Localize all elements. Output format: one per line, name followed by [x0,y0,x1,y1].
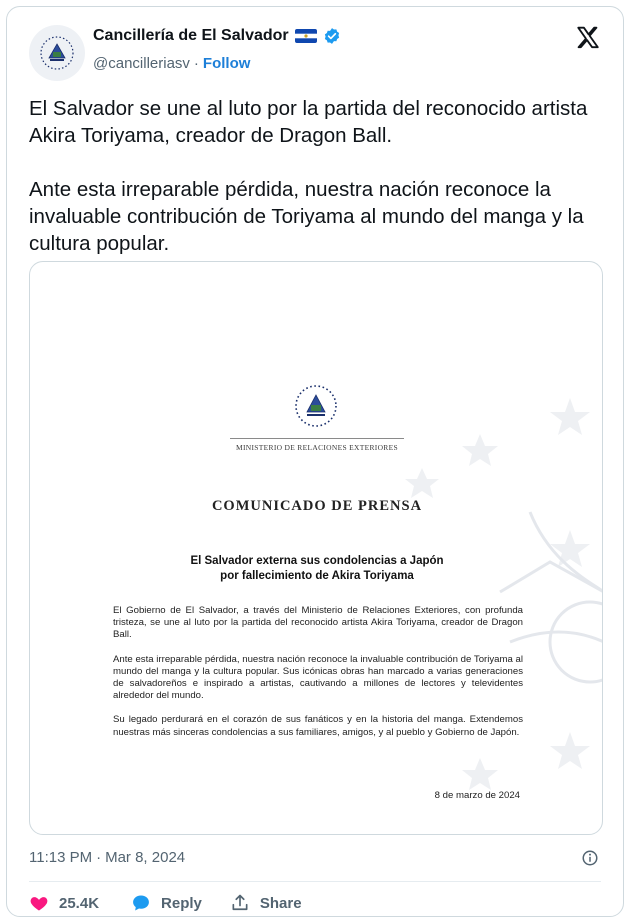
profile-avatar[interactable] [29,25,85,81]
reply-label: Reply [161,894,202,912]
handle-separator: · [193,55,199,72]
reply-button[interactable] [131,893,202,913]
x-logo-icon[interactable] [575,25,601,51]
tweet-paragraph: Ante esta irreparable pérdida, nuestra nación reconoce la invaluable contribución de Toriyama al mundo del manga y la cultura popular. [29,178,584,255]
press-release-image[interactable] [29,261,603,835]
footer-divider [29,881,601,882]
press-release-body [113,605,523,739]
press-release-title-line: El Salvador externa sus condolencias a Japón [190,555,444,567]
tweet-time: 11:13 PM [29,849,93,866]
press-release-paragraph: El Gobierno de El Salvador, a través del Ministerio de Relaciones Exteriores, con profunda tristeza, se une al luto por la partida del reconocido artista Akira Toriyama, creador de Dragon Ball. [113,605,523,641]
display-name[interactable]: Cancillería de El Salvador [93,27,289,44]
tweet-text [29,95,609,257]
press-release-date: 8 de marzo de 2024 [434,790,520,801]
timestamp-separator: · [96,849,102,866]
press-release-paragraph: Ante esta irreparable pérdida, nuestra nación reconoce la invaluable contribución de Toriyama al mundo del manga y la cultura popular. Sus icónicas obras han marcado a varias generaciones de salvadoreños e inspirado a artistas, cautivando a millones de lectores y televidentes alrededor del mundo. [113,653,523,702]
el-salvador-flag-icon [295,29,317,43]
ministry-name: MINISTERIO DE RELACIONES EXTERIORES [236,443,398,452]
reply-bubble-icon [131,893,151,913]
heart-icon [29,893,49,913]
handle-row [93,55,250,72]
salvador-coat-of-arms-icon [37,33,77,73]
name-row [93,27,341,45]
like-button[interactable] [29,893,99,913]
tweet-paragraph: El Salvador se une al luto por la partida del reconocido artista Akira Toriyama, creador de Dragon Ball. [29,97,588,147]
verified-badge-icon [323,27,341,45]
press-release-header: COMUNICADO DE PRENSA [211,498,423,514]
tweet-card [6,6,624,917]
press-release-title [30,554,603,584]
handle[interactable]: @cancilleriasv [93,55,190,72]
tweet-timestamp[interactable] [29,849,185,866]
press-release-paragraph: Su legado perdurará en el corazón de sus fanáticos y en la historia del manga. Extendemos nuestras más sinceras condolencias a sus familiares, amigos, y al pueblo y Gobierno de Japón. [113,714,523,738]
share-icon [230,893,250,913]
follow-button[interactable]: Follow [202,55,251,72]
ministry-seal-icon [292,382,340,430]
share-label: Share [259,894,302,912]
share-button[interactable] [230,893,302,913]
tweet-actions [29,893,302,913]
press-release-title-line: por fallecimiento de Akira Toriyama [220,570,414,582]
info-icon[interactable] [581,849,599,867]
like-count: 25.4K [59,894,100,912]
tweet-date: Mar 8, 2024 [105,849,186,866]
ministry-divider [230,438,404,439]
watermark-stars-decoration [30,262,603,835]
